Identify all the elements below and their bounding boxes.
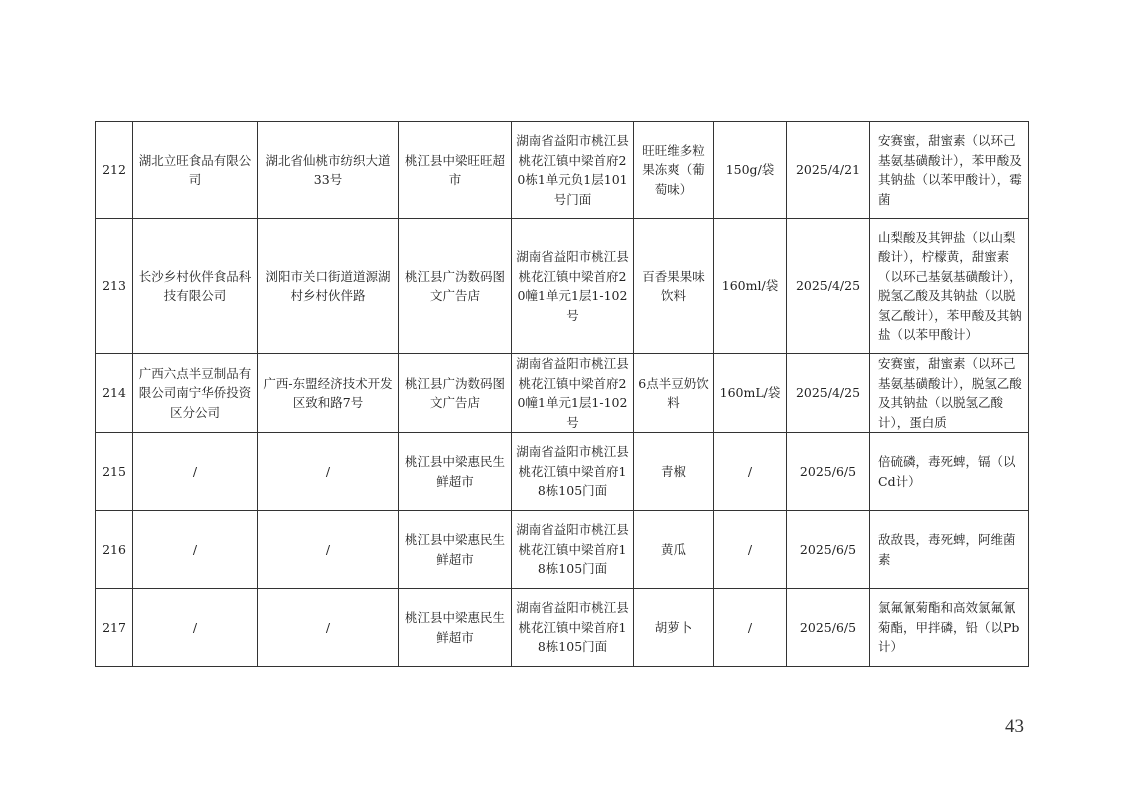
producer-name: 广西六点半豆制品有限公司南宁华侨投资区分公司 <box>133 354 258 433</box>
table-row <box>96 219 1029 354</box>
production-date: 2025/4/25 <box>787 354 870 433</box>
production-date: 2025/6/5 <box>787 511 870 589</box>
test-items: 倍硫磷，毒死蜱，镉（以Cd计） <box>870 433 1029 511</box>
test-items: 安赛蜜，甜蜜素（以环己基氨基磺酸计），脱氢乙酸及其钠盐（以脱氢乙酸计），蛋白质 <box>870 354 1029 433</box>
product-name: 6点半豆奶饮料 <box>634 354 714 433</box>
product-spec: / <box>714 589 787 667</box>
table-row <box>96 122 1029 219</box>
producer-name: / <box>133 433 258 511</box>
product-name: 旺旺维多粒果冻爽（葡萄味） <box>634 122 714 219</box>
product-spec: / <box>714 511 787 589</box>
product-name: 胡萝卜 <box>634 589 714 667</box>
table-row <box>96 433 1029 511</box>
production-date: 2025/6/5 <box>787 589 870 667</box>
sampled-unit-address: 湖南省益阳市桃江县桃花江镇中梁首府18栋105门面 <box>512 589 634 667</box>
product-spec: 150g/袋 <box>714 122 787 219</box>
sampled-unit-address: 湖南省益阳市桃江县桃花江镇中梁首府20幢1单元1层1-102号 <box>512 219 634 354</box>
row-number: 215 <box>96 433 133 511</box>
product-name: 黄瓜 <box>634 511 714 589</box>
sampled-unit: 桃江县广沩数码图文广告店 <box>399 219 512 354</box>
row-number: 213 <box>96 219 133 354</box>
product-spec: 160mL/袋 <box>714 354 787 433</box>
sampled-unit-address: 湖南省益阳市桃江县桃花江镇中梁首府20幢1单元1层1-102号 <box>512 354 634 433</box>
producer-address: 湖北省仙桃市纺织大道33号 <box>258 122 399 219</box>
table-row <box>96 354 1029 433</box>
sampled-unit-address: 湖南省益阳市桃江县桃花江镇中梁首府20栋1单元负1层101号门面 <box>512 122 634 219</box>
product-name: 百香果果味饮料 <box>634 219 714 354</box>
row-number: 217 <box>96 589 133 667</box>
product-spec: 160ml/袋 <box>714 219 787 354</box>
table-row <box>96 589 1029 667</box>
producer-address: / <box>258 433 399 511</box>
page-number: 43 <box>1005 716 1024 737</box>
producer-address: / <box>258 511 399 589</box>
sampled-unit: 桃江县中梁惠民生鲜超市 <box>399 433 512 511</box>
test-items: 山梨酸及其钾盐（以山梨酸计），柠檬黄，甜蜜素（以环己基氨基磺酸计），脱氢乙酸及其钠盐（以脱氢乙酸计），苯甲酸及其钠盐（以苯甲酸计） <box>870 219 1029 354</box>
row-number: 214 <box>96 354 133 433</box>
producer-name: / <box>133 589 258 667</box>
test-items: 安赛蜜，甜蜜素（以环己基氨基磺酸计），苯甲酸及其钠盐（以苯甲酸计），霉菌 <box>870 122 1029 219</box>
producer-address: 浏阳市关口街道道源湖村乡村伙伴路 <box>258 219 399 354</box>
product-spec: / <box>714 433 787 511</box>
producer-address: 广西-东盟经济技术开发区致和路7号 <box>258 354 399 433</box>
row-number: 216 <box>96 511 133 589</box>
production-date: 2025/4/25 <box>787 219 870 354</box>
sampling-results-table <box>95 121 1029 667</box>
table-row <box>96 511 1029 589</box>
product-name: 青椒 <box>634 433 714 511</box>
producer-name: / <box>133 511 258 589</box>
sampled-unit-address: 湖南省益阳市桃江县桃花江镇中梁首府18栋105门面 <box>512 511 634 589</box>
producer-name: 湖北立旺食品有限公司 <box>133 122 258 219</box>
test-items: 敌敌畏，毒死蜱，阿维菌素 <box>870 511 1029 589</box>
production-date: 2025/6/5 <box>787 433 870 511</box>
sampled-unit: 桃江县中梁惠民生鲜超市 <box>399 511 512 589</box>
test-items: 氯氟氰菊酯和高效氯氟氰菊酯，甲拌磷，铅（以Pb计） <box>870 589 1029 667</box>
producer-address: / <box>258 589 399 667</box>
sampled-unit: 桃江县中梁惠民生鲜超市 <box>399 589 512 667</box>
production-date: 2025/4/21 <box>787 122 870 219</box>
producer-name: 长沙乡村伙伴食品科技有限公司 <box>133 219 258 354</box>
sampled-unit: 桃江县广沩数码图文广告店 <box>399 354 512 433</box>
sampled-unit-address: 湖南省益阳市桃江县桃花江镇中梁首府18栋105门面 <box>512 433 634 511</box>
sampled-unit: 桃江县中梁旺旺超市 <box>399 122 512 219</box>
row-number: 212 <box>96 122 133 219</box>
